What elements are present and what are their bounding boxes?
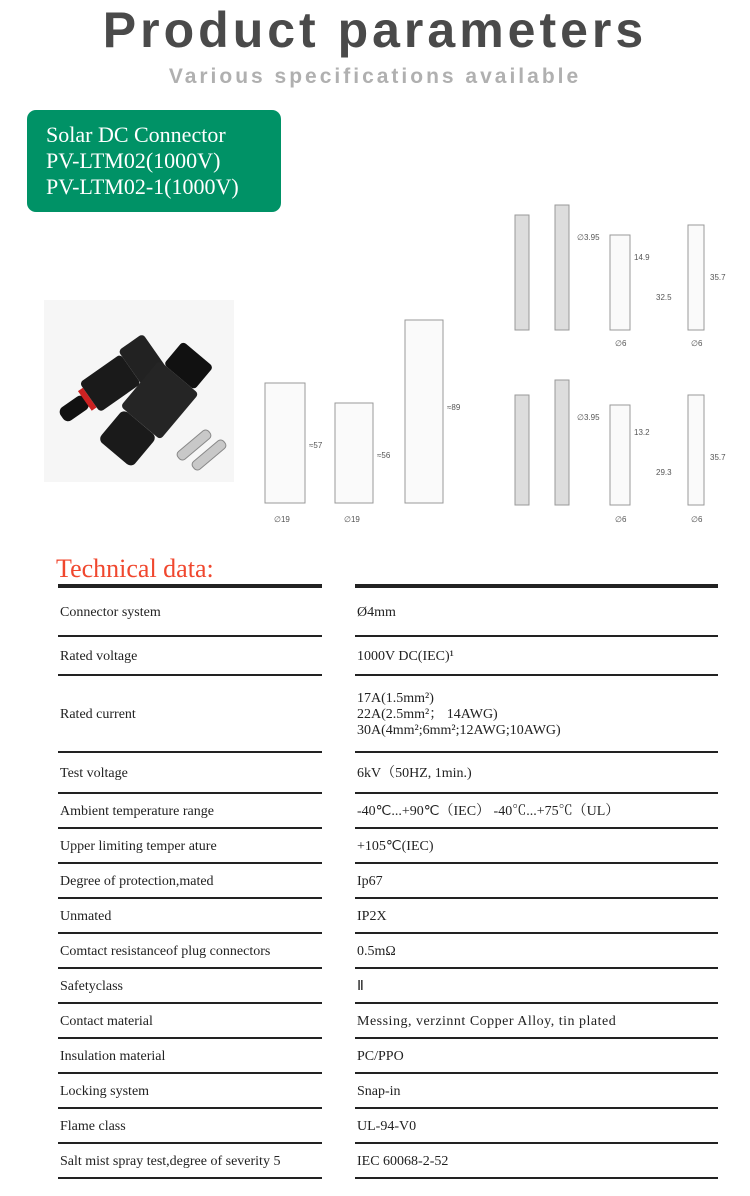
table-row [0, 829, 750, 864]
badge-line: Solar DC Connector [46, 122, 226, 147]
value-line: PC/PPO [357, 1048, 404, 1064]
row-value [355, 1039, 718, 1074]
female-pin-photo [555, 205, 569, 330]
row-label: Flame class [60, 1118, 126, 1134]
female-pin-drawing [688, 225, 704, 330]
value-line: 17A(1.5mm²) [357, 690, 434, 706]
table-row [0, 676, 750, 753]
divider [355, 1177, 718, 1179]
row-value [355, 1109, 718, 1144]
row-label: Connector system [60, 604, 161, 620]
badge-line: PV-LTM02(1000V) [46, 148, 221, 173]
value-line: 30A(4mm²;6mm²;12AWG;10AWG) [357, 722, 561, 738]
divider [58, 1177, 322, 1179]
row-value [355, 969, 718, 1004]
value-line: Ø4mm [357, 604, 396, 620]
row-label: Salt mist spray test,degree of severity 5 [60, 1153, 281, 1169]
row-label: Comtact resistanceof plug connectors [60, 943, 271, 959]
row-label: Upper limiting temper ature [60, 838, 217, 854]
male-pin-photo [515, 215, 529, 330]
dim-label: ∅19 [274, 515, 290, 524]
table-row [0, 753, 750, 794]
value-line: Ⅱ [357, 978, 364, 994]
row-value [355, 864, 718, 899]
row-label: Degree of protection,mated [60, 873, 214, 889]
row-value [355, 899, 718, 934]
dim-label: ∅6 [691, 515, 703, 524]
table-row [0, 934, 750, 969]
value-line: 22A(2.5mm²； 14AWG) [357, 706, 498, 722]
row-label: Unmated [60, 908, 112, 924]
row-label: Ambient temperature range [60, 803, 214, 819]
dim-label: ∅6 [615, 515, 627, 524]
table-row [0, 1004, 750, 1039]
dim-label: 29.3 [656, 468, 672, 477]
dim-label: ∅6 [691, 339, 703, 348]
row-label: Rated current [60, 706, 136, 722]
row-value [355, 588, 718, 637]
row-label: Locking system [60, 1083, 150, 1099]
dim-label: ∅19 [344, 515, 360, 524]
dim-label: 13.2 [634, 428, 650, 437]
male-pin-drawing [610, 235, 630, 330]
table-row [0, 899, 750, 934]
page-title: Product parameters [102, 2, 648, 58]
dim-label: 14.9 [634, 253, 650, 262]
table-row [0, 969, 750, 1004]
table-row [0, 588, 750, 637]
value-line: UL-94-V0 [357, 1118, 417, 1134]
value-line: -40℃...+90℃（IEC） -40℃...+75℃（UL） [357, 803, 620, 819]
row-label: Test voltage [60, 765, 128, 781]
value-line: 6kV（50HZ, 1min.) [357, 765, 472, 781]
mated-pair-drawing [405, 320, 443, 503]
row-value [355, 753, 718, 794]
row-value [355, 1074, 718, 1109]
dim-label: 35.7 [710, 453, 726, 462]
row-label: Contact material [60, 1013, 153, 1029]
value-line: Ip67 [357, 873, 383, 889]
table-row [0, 1074, 750, 1109]
dim-label: ∅6 [615, 339, 627, 348]
table-row [0, 864, 750, 899]
row-value [355, 676, 718, 753]
male-housing-drawing [335, 403, 373, 503]
row-label: Safetyclass [60, 978, 123, 994]
value-line: IP2X [357, 908, 387, 924]
dim-label: ∅3.95 [577, 233, 600, 242]
table-row [0, 1039, 750, 1074]
row-label: Insulation material [60, 1048, 166, 1064]
table-row [0, 1144, 750, 1179]
row-label: Rated voltage [60, 648, 138, 664]
contact-pins-image [175, 428, 227, 471]
value-line: +105℃(IEC) [357, 838, 434, 854]
dim-label: ≈57 [309, 441, 323, 450]
dim-label: 35.7 [710, 273, 726, 282]
dim-label: ∅3.95 [577, 413, 600, 422]
value-line: Snap-in [357, 1083, 401, 1099]
technical-drawings [240, 190, 740, 535]
technical-data-heading: Technical data: [56, 554, 214, 583]
row-value [355, 637, 718, 676]
badge-line: PV-LTM02-1(1000V) [46, 174, 239, 199]
dim-label: 32.5 [656, 293, 672, 302]
row-value [355, 1004, 718, 1039]
value-line: 1000V DC(IEC)¹ [357, 648, 454, 664]
page-subtitle: Various specifications available [168, 65, 582, 88]
value-line: Messing, verzinnt Copper Alloy, tin plated [357, 1013, 617, 1029]
value-line: 0.5mΩ [357, 943, 396, 959]
value-line: IEC 60068-2-52 [357, 1153, 449, 1169]
table-row [0, 794, 750, 829]
connector-photo [44, 300, 234, 482]
row-value [355, 1144, 718, 1179]
table-row [0, 637, 750, 676]
row-value [355, 829, 718, 864]
dim-label: ≈56 [377, 451, 391, 460]
female-housing-drawing [265, 383, 305, 503]
row-value [355, 794, 718, 829]
dim-label: ≈89 [447, 403, 461, 412]
table-row [0, 1109, 750, 1144]
row-value [355, 934, 718, 969]
